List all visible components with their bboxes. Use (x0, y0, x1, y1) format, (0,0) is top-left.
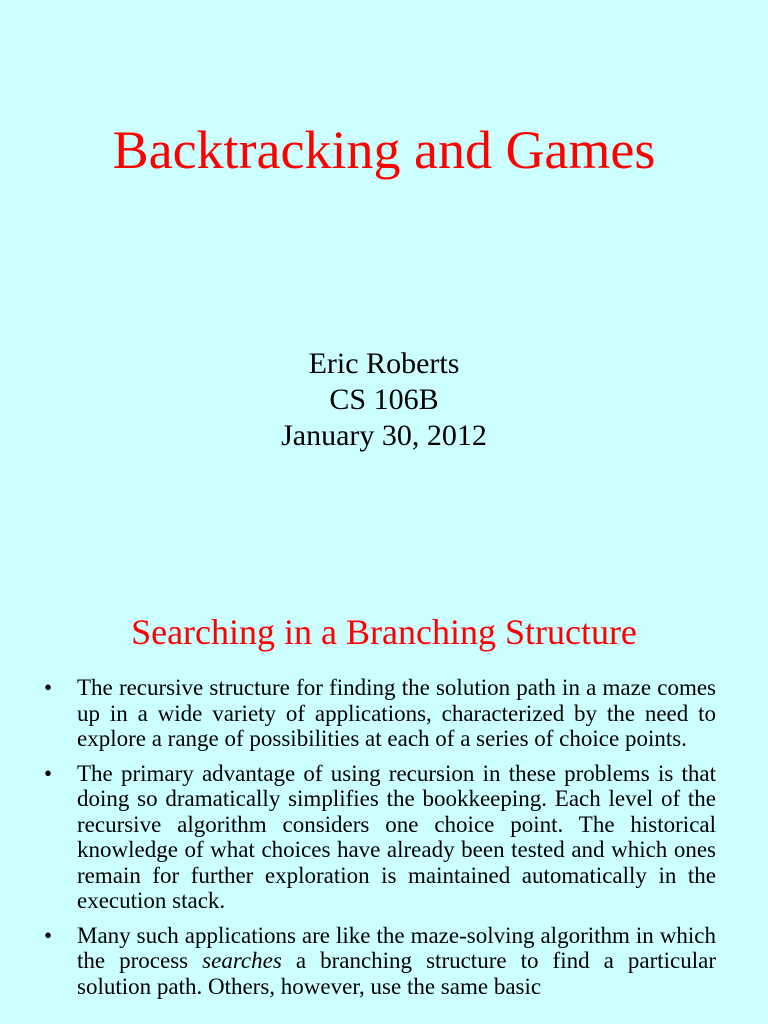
bullet-item (44, 675, 716, 752)
bullet-text-end: a branching structure to find a particular solution path. Others, however, use the same basic (77, 948, 717, 999)
author-block (0, 346, 768, 454)
presentation-date: January 30, 2012 (281, 419, 487, 452)
bullet-text: The recursive structure for finding the solution path in a maze comes up in a wide variety of applications, characterized by the need to explore a range of possibilities at each of a series of choice points. (77, 675, 716, 751)
content-slide (0, 576, 768, 1024)
bullet-text: The primary advantage of using recursion in these problems is that doing so dramatically simplifies the bookkeeping. Each level of the recursive algorithm considers one choice point. The historical knowledge of what choices have already been tested and which ones remain for further exploration is maintained automatically in the execution stack. (77, 760, 716, 913)
bullet-list (44, 675, 716, 1008)
bullet-item (44, 923, 716, 1000)
bullet-icon: • (44, 675, 53, 700)
bullet-text (77, 923, 716, 999)
author-name: Eric Roberts (308, 347, 460, 380)
course-code: CS 106B (329, 383, 439, 416)
emphasized-word: searches (202, 948, 282, 973)
section-title: Searching in a Branching Structure (131, 612, 637, 652)
bullet-text-start: Many such applications are like the maze-solving algorithm in which the process (77, 922, 716, 973)
bullet-icon: • (44, 922, 53, 948)
bullet-item (44, 761, 716, 914)
bullet-icon: • (44, 760, 53, 786)
slide-title: Backtracking and Games (112, 120, 656, 180)
